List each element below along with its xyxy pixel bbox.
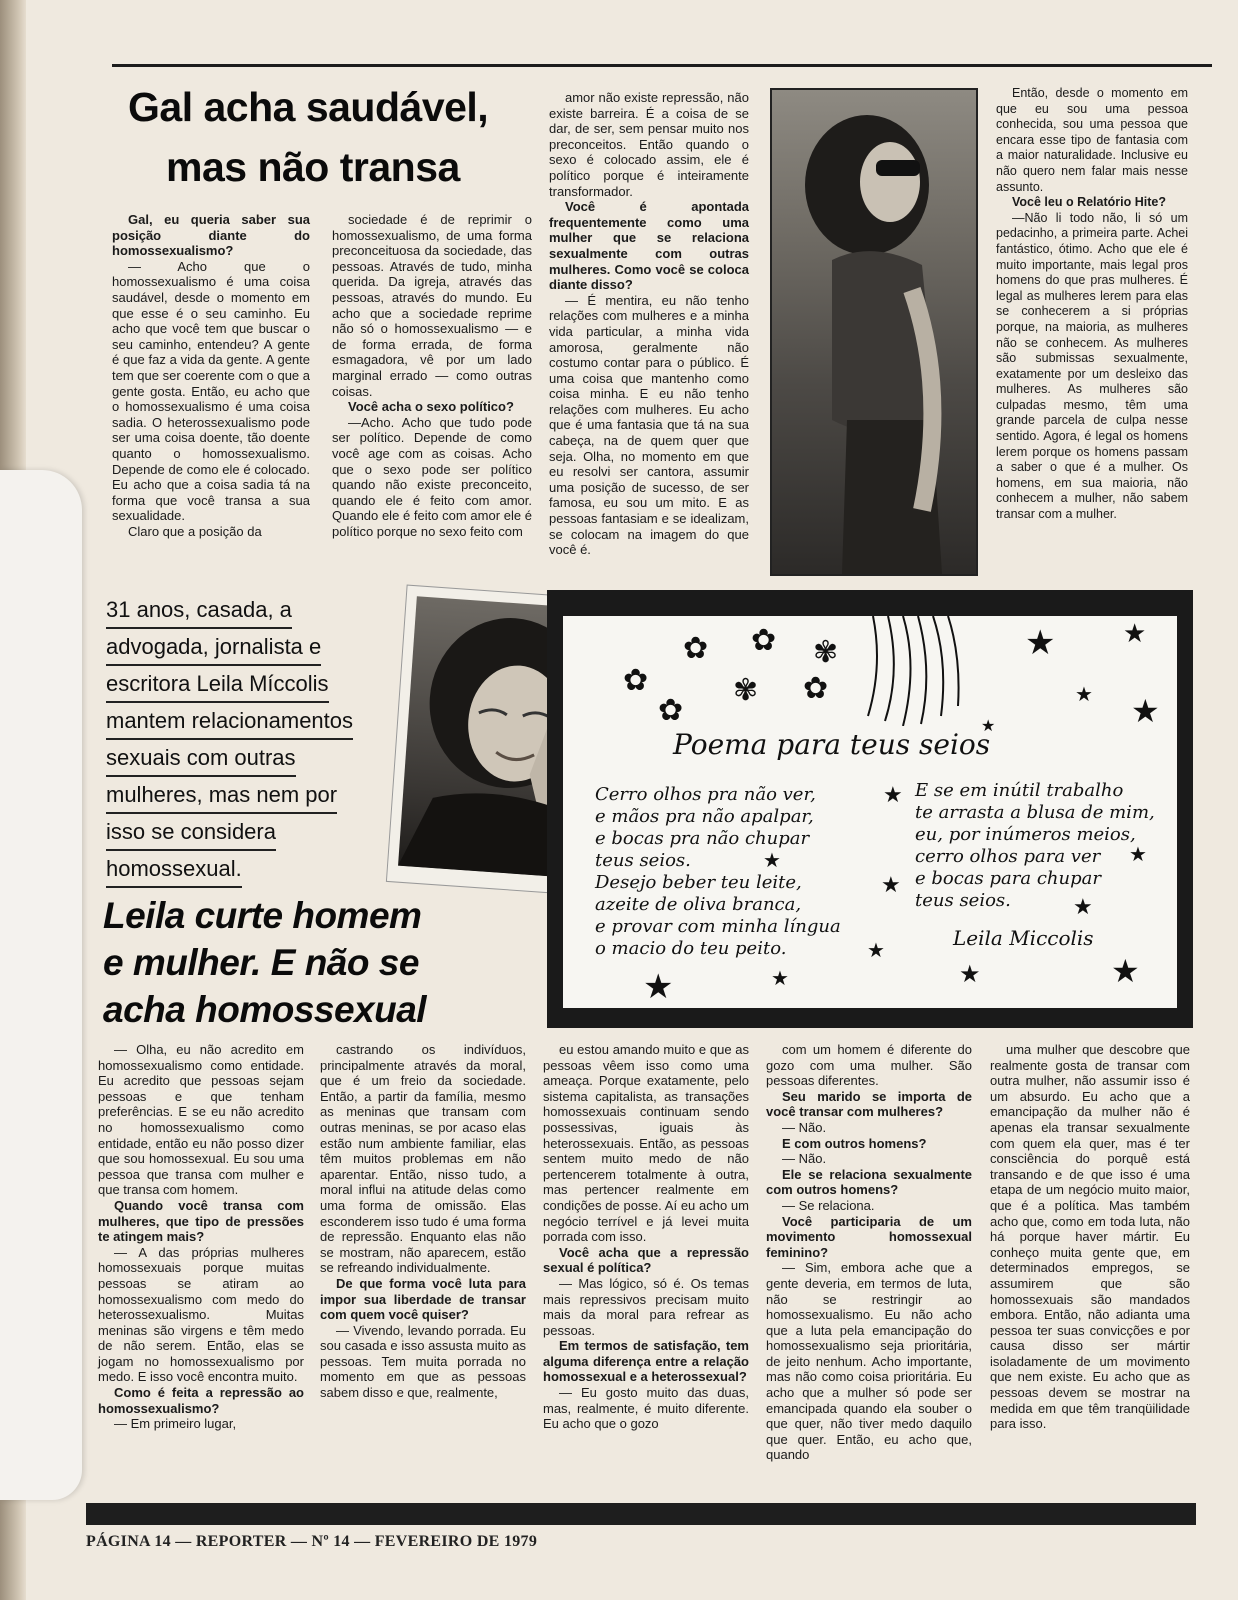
article2-column-4 <box>766 1042 972 1463</box>
article1-column-4 <box>996 86 1188 523</box>
answer-paragraph: amor não existe repressão, não existe barreira. É a coisa de se dar, de ser, sem pensar muito nos preconceitos. Então quando o sexo é colocado assim, ele é político porque é inteiramente transformador. <box>549 90 749 199</box>
poem-line: e bocas para chupar <box>915 868 1101 889</box>
deck-line: escritora Leila Míccolis <box>106 666 329 703</box>
answer-paragraph: — Eu gosto muito das duas, mas, realmente, é muito diferente. Eu acho que o gozo <box>543 1385 749 1432</box>
answer-paragraph: — Sim, embora ache que a gente deveria, em termos de luta, não se restringir ao homossexualismo. Eu não acho que a luta pela emancipação do homossexualismo seja prioritária, de jeito nenhum. Acho importante, mas não como coisa prioritária. Eu acho que a mulher só pode ser emancipada quando ela souber o que quer, não tiver medo daquilo que quer. Então, eu acho que, quando <box>766 1260 972 1463</box>
poem-left-stanza <box>595 784 895 960</box>
flower-icon: ✾ <box>813 636 839 669</box>
headline-leila <box>103 892 426 1033</box>
star-icon: ★ <box>1073 894 1093 919</box>
question-paragraph: Você acha o sexo político? <box>348 399 514 415</box>
answer-paragraph: — Mas lógico, só é. Os temas mais repressivos precisam muito mais da moral para refrear as pessoas. <box>543 1275 749 1338</box>
flower-icon: ✾ <box>733 674 759 707</box>
star-icon: ★ <box>867 940 885 962</box>
star-icon: ★ <box>981 718 996 735</box>
deck-line: sexuais com outras <box>106 740 296 777</box>
star-icon: ★ <box>1129 844 1147 866</box>
star-icon: ★ <box>959 961 981 988</box>
poem-box <box>547 590 1193 1028</box>
poem-line: Desejo beber teu leite, <box>595 872 802 893</box>
poem-line: e mãos pra não apalpar, <box>595 806 814 827</box>
poem-line: cerro olhos para ver <box>915 846 1101 867</box>
answer-paragraph: — Não. <box>782 1119 827 1135</box>
poem-line: e provar com minha língua <box>595 916 841 937</box>
holding-thumb <box>0 470 82 1500</box>
answer-paragraph: — A das próprias mulheres homossexuais porque muitas pessoas se atiram ao homossexualismo com medo do heterossexualismo. Muitas meninas são virgens e têm medo de não serem. Então, elas se jogam no homossexualismo por medo. E isso você encontra muito. <box>98 1244 304 1385</box>
flower-icon: ✿ <box>623 664 649 697</box>
headline-line: acha homossexual <box>103 989 427 1030</box>
answer-paragraph: uma mulher que descobre que realmente gosta de transar com outra mulher, não assumir isso é um absurdo. Eu acho que a emancipação da mulher não é apenas ela transar sexualmente com quem ela quer, mas é ter consciência do porquê está transando e de que isso é uma etapa de um negócio muito maior, que é a política. Mas também acho que, como em toda luta, não há porque haver mártir. Eu conheço muita gente que, em determinados empregos, se assumirem que são homossexuais são mandados embora. Então, não adianta uma pessoa ter suas convicções e por causa disso ser mártir isoladamente de um movimento que nem existe. Eu acho que as pessoas devem se mostrar na medida em que têm tranqüilidade para isso. <box>990 1042 1190 1432</box>
poem-line: o macio do teu peito. <box>595 938 787 959</box>
star-icon: ★ <box>1131 693 1160 729</box>
answer-paragraph: — Em primeiro lugar, <box>114 1416 237 1432</box>
deck-line: mantem relacionamentos <box>106 703 353 740</box>
headline-gal-line2: mas não transa <box>166 144 460 190</box>
poem-title: Poema para teus seios <box>673 728 991 761</box>
headline-gal-line1: Gal acha saudável, <box>128 84 489 130</box>
star-icon: ★ <box>883 782 903 807</box>
deck-line: advogada, jornalista e <box>106 629 321 666</box>
poem-line: teus seios. <box>915 890 1011 911</box>
deck-line: 31 anos, casada, a <box>106 592 292 629</box>
page-footer: PÁGINA 14 — REPORTER — Nº 14 — FEVEREIRO DE 1979 <box>86 1533 538 1550</box>
article2-column-5 <box>990 1042 1190 1432</box>
answer-paragraph: —Acho. Acho que tudo pode ser político. Depende de como você age com as coisas. Acho que o sexo pode ser político quando não existe preconceito, quando ele é feito com amor. Quando ele é feito com amor ele é político porque no sexo feito com <box>332 414 532 539</box>
answer-paragraph: — Não. <box>782 1151 827 1167</box>
answer-paragraph: sociedade é de reprimir o homossexualismo, de uma forma preconceituosa da sociedade, das pessoas. Através de tudo, minha querida. Da igreja, através das pessoas, através do mundo. Eu acho que a sociedade reprime não só o homossexualismo — e de forma errada, de forma esmagadora, vê por um lado marginal errado — como outras coisas. <box>332 212 532 399</box>
answer-paragraph: — Vivendo, levando porrada. Eu sou casada e isso assusta muito as pessoas. Tem muita porrada no momento em que as pessoas sabem disso e que, realmente, <box>320 1322 526 1401</box>
answer-paragraph: eu estou amando muito e que as pessoas vêem isso como uma ameaça. Porque exatamente, pelo sistema capitalista, as transações homossexuais continuam sendo possessivas, iguais às heterossexuais. Então, as pessoas sentem muito medo de não pertencerem totalmente à outra, mas pertencer realmente em condições de posse. Aí eu acho um negócio terrível e já levei muita porrada com isso. <box>543 1042 749 1245</box>
answer-paragraph: —Não li todo não, li só um pedacinho, a primeira parte. Achei fantástico, ótimo. Acho que ele é muito importante, mais legal pros homens do que pras mulheres. É legal as mulheres lerem para elas se conhecerem a si próprias porque, na maioria, as mulheres não se conhecem. As mulheres são submissas sexualmente, exatamente por um desleixo das mulheres. As mulheres são culpadas mesmo, têm uma grande parcela de culpa nesse sentido. Agora, é legal os homens lerem porque os homens passam a saber o que é a mulher. Os homens, em sua maioria, não conhecem a mulher, não sabem transar com a mulher. <box>996 210 1188 522</box>
flower-icon: ✿ <box>751 624 777 657</box>
answer-paragraph: Então, desde o momento em que eu sou uma pessoa conhecida, sou uma pessoa que encara esse tipo de fantasia com a maior naturalidade. Inclusive eu não quero nem falar mais nesse assunto. <box>996 86 1188 194</box>
deck-line: isso se considera <box>106 814 276 851</box>
answer-paragraph: castrando os indivíduos, principalmente através da moral, que é um freio da sociedade. Então, a partir da família, mesmo as meninas que transam com outras meninas, se por acaso elas estão num ambiente familiar, elas têm muitos problemas em não aparentar. Então, nisso tudo, a moral influi na atitude delas como uma forma de omissão. Elas esconderem isso tudo é uma forma de repressão. Enquanto elas não se mostram, não aparecem, estão se refreando individualmente. <box>320 1042 526 1276</box>
poem-line: teus seios. <box>595 850 691 871</box>
answer-paragraph: — Se relaciona. <box>782 1197 875 1213</box>
question-paragraph: Gal, eu queria saber sua posição diante do homossexualismo? <box>112 212 310 259</box>
question-paragraph: Ele se relaciona sexualmente com outros homens? <box>766 1166 972 1198</box>
poem-panel <box>563 616 1177 1008</box>
star-icon: ★ <box>1111 953 1140 989</box>
gal-photo <box>770 88 978 576</box>
article1-column-2 <box>332 212 532 539</box>
headline-line: Leila curte homem <box>103 895 422 936</box>
poem-line: azeite de oliva branca, <box>595 894 802 915</box>
question-paragraph: Você acha que a repressão sexual é política? <box>543 1244 749 1276</box>
answer-paragraph: — Acho que o homossexualismo é uma coisa saudável, desde o momento em que esse é o seu caminho. Eu acho que você tem que buscar o seu caminho, entendeu? A gente é que faz a vida da gente. A gente tem que ser coerente com o que a gente gosta. Então, eu acho que o homossexualismo é uma coisa sadia. O heterossexualismo pode ser uma coisa doente, tão doente quanto o homossexualismo. Depende de como ele é colocado. Eu acho que a coisa sadia tá na forma que você transa a sua sexualidade. <box>112 258 311 524</box>
article2-column-2 <box>320 1042 526 1401</box>
question-paragraph: E com outros homens? <box>782 1135 927 1151</box>
question-paragraph: Quando você transa com mulheres, que tipo de pressões te atingem mais? <box>98 1197 304 1245</box>
question-paragraph: Você participaria de um movimento homossexual feminino? <box>766 1213 972 1260</box>
poem-line: E se em inútil trabalho <box>915 780 1124 801</box>
poem-line: Cerro olhos pra não ver, <box>595 784 816 805</box>
article1-column-1 <box>112 212 310 539</box>
question-paragraph: Seu marido se importa de você transar com mulheres? <box>766 1088 972 1120</box>
poem-line: eu, por inúmeros meios, <box>915 824 1136 845</box>
star-icon: ★ <box>1123 618 1147 648</box>
flower-icon: ✿ <box>683 632 709 665</box>
star-icon: ★ <box>881 872 901 897</box>
deck-line: mulheres, mas nem por <box>106 777 337 814</box>
gal-photo-figure <box>772 90 976 574</box>
poem-right-stanza <box>915 780 1165 912</box>
star-icon: ★ <box>771 968 789 990</box>
answer-paragraph: — É mentira, eu não tenho relações com mulheres e a minha vida particular, a minha vida amorosa, geralmente não costumo contar para o público. É uma coisa que mantenho como coisa minha. E eu não tenho relações com mulheres. Eu acho que é uma fantasia que tá na sua cabeça, na de quem quer que seja. Olha, no momento em que eu resolvi ser cantora, assumir uma posição de sucesso, de ser famosa, eu sou um mito. E as pessoas fantasiam e se idealizam, se colocam na imagem do que você é. <box>549 292 749 558</box>
poem-line: e bocas pra não chupar <box>595 828 810 849</box>
answer-paragraph: com um homem é diferente do gozo com uma mulher. São pessoas diferentes. <box>766 1042 972 1089</box>
answer-paragraph: — Olha, eu não acredito em homossexualismo como entidade. Eu acredito que pessoas sejam pessoas e que tenham preferências. E se eu não acredito no homossexualismo como entidade, então eu não posso dizer que sou homossexual. Eu sou uma pessoa que transa com mulher e que transa com homem. <box>98 1042 304 1198</box>
flower-icon: ✿ <box>658 694 684 727</box>
article1-column-3 <box>549 90 749 558</box>
poem-signature: Leila Miccolis <box>953 926 1094 950</box>
question-paragraph: Como é feita a repressão ao homossexualismo? <box>98 1385 304 1416</box>
star-icon: ★ <box>1025 624 1056 662</box>
poem-line: te arrasta a blusa de mim, <box>915 802 1155 823</box>
question-paragraph: De que forma você luta para impor sua liberdade de transar com quem você quiser? <box>320 1275 526 1323</box>
deck-line: homossexual. <box>106 851 242 888</box>
star-icon: ★ <box>643 968 674 1006</box>
hair-drawing <box>863 616 973 726</box>
question-paragraph: Em termos de satisfação, tem alguma diferença entre a relação homossexual e a heterossexual? <box>543 1338 749 1385</box>
star-icon: ★ <box>1075 684 1093 706</box>
star-icon: ★ <box>763 850 781 872</box>
top-rule <box>112 64 1212 67</box>
flower-icon: ✿ <box>803 672 829 705</box>
question-paragraph: Você é apontada frequentemente como uma mulher que se relaciona sexualmente com outras mulheres. Como você se coloca diante disso? <box>549 199 749 293</box>
headline-line: e mulher. E não se <box>103 942 419 983</box>
question-paragraph: Você leu o Relatório Hite? <box>1012 195 1166 210</box>
article2-column-3 <box>543 1042 749 1432</box>
article2-column-1 <box>98 1042 304 1432</box>
answer-paragraph: Claro que a posição da <box>128 523 262 539</box>
footer-bar <box>86 1503 1196 1525</box>
article2-deck <box>106 592 406 888</box>
